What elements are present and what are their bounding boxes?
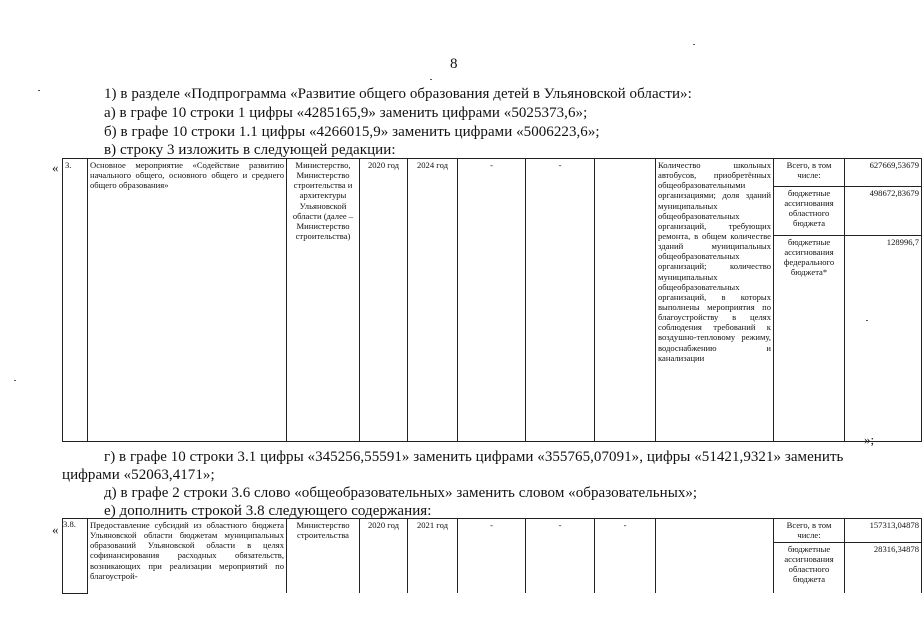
target-indicator-1: -: [458, 519, 526, 594]
row-number: 3.8.: [63, 519, 88, 594]
indicators-description: Количество школьных автобусов, приобретённых общеобразовательными организациями; доля зданий муниципальных общеобразовательных организаций, требующих ремонта, в общем количестве зданий муниципальных общеобразовательных организаций; количество муниципальных общеобразовательных организаций, в которых выполнены мероприятия по благоустройству в целях соблюдения требований к воздушно-тепловому режиму, водоснабжению и канализации: [656, 159, 774, 442]
opening-quote-mark: «: [52, 160, 59, 175]
target-indicator-3: -: [595, 519, 656, 594]
funding-amount-regional: 498672,83679: [845, 187, 922, 236]
funding-source-total: Всего, в том числе:: [774, 519, 845, 543]
scan-speck: [38, 90, 40, 91]
amendment-line-v: в) строку 3 изложить в следующей редакции:: [104, 142, 396, 158]
start-year: 2020 год: [360, 159, 408, 442]
indicators-description: [656, 519, 774, 594]
amendment-line-1: 1) в разделе «Подпрограмма «Развитие общего образования детей в Ульяновской области»:: [104, 86, 692, 102]
target-indicator-2: -: [526, 519, 595, 594]
amendment-line-b: б) в графе 10 строки 1.1 цифры «4266015,9» заменить цифрами «5006223,6»;: [104, 124, 600, 140]
activity-name: Основное мероприятие «Содействие развитию начального общего, основного общего и среднего общего образования»: [88, 159, 287, 442]
funding-amount-regional: 28316,34878: [845, 543, 922, 594]
target-indicator-1: -: [458, 159, 526, 442]
page-number: 8: [450, 56, 458, 72]
executor: Министерство строительства: [287, 519, 360, 594]
funding-amount-total: 157313,04878: [845, 519, 922, 543]
row-3-table: [62, 158, 922, 442]
amendment-line-g: г) в графе 10 строки 3.1 цифры «345256,55591» заменить цифрами «355765,07091», цифры «51421,9321» заменить: [104, 449, 844, 465]
closing-quote-mark: »;: [864, 432, 875, 447]
funding-source-total: Всего, в том числе:: [774, 159, 845, 187]
scan-speck: [430, 79, 432, 80]
scan-speck: [14, 380, 16, 381]
funding-source-regional: бюджетные ассигнования областного бюджета: [774, 543, 845, 594]
amendment-line-e: е) дополнить строкой 3.8 следующего содержания:: [104, 503, 432, 519]
scan-speck: [866, 320, 868, 321]
start-year: 2020 год: [360, 519, 408, 594]
amendment-line-a: а) в графе 10 строки 1 цифры «4285165,9» заменить цифрами «5025373,6»;: [104, 105, 588, 121]
scan-speck: [693, 44, 695, 45]
amendment-line-g-continued: цифрами «52063,4171»;: [62, 467, 215, 483]
funding-source-federal: бюджетные ассигнования федерального бюджета*: [774, 236, 845, 442]
funding-amount-total: 627669,53679: [845, 159, 922, 187]
executor: Министерство, Министерство строительства и архитектуры Ульяновской области (далее – Министерство строительства): [287, 159, 360, 442]
row-number: 3.: [63, 159, 88, 442]
row-3-8-table: [62, 518, 922, 594]
funding-amount-federal: 128996,7: [845, 236, 922, 442]
activity-name: Предоставление субсидий из областного бюджета Ульяновской области бюджетам муниципальных образований Ульяновской области в целях софинансирования расходных обязательств, возникающих при реализации мероприятий по благоустрой-: [88, 519, 287, 594]
opening-quote-mark-2: «: [52, 522, 59, 537]
funding-source-regional: бюджетные ассигнования областного бюджета: [774, 187, 845, 236]
end-year: 2024 год: [408, 159, 458, 442]
end-year: 2021 год: [408, 519, 458, 594]
target-indicator-2: -: [526, 159, 595, 442]
amendment-line-d: д) в графе 2 строки 3.6 слово «общеобразовательных» заменить словом «образовательных»;: [104, 485, 698, 501]
target-indicator-3: [595, 159, 656, 442]
